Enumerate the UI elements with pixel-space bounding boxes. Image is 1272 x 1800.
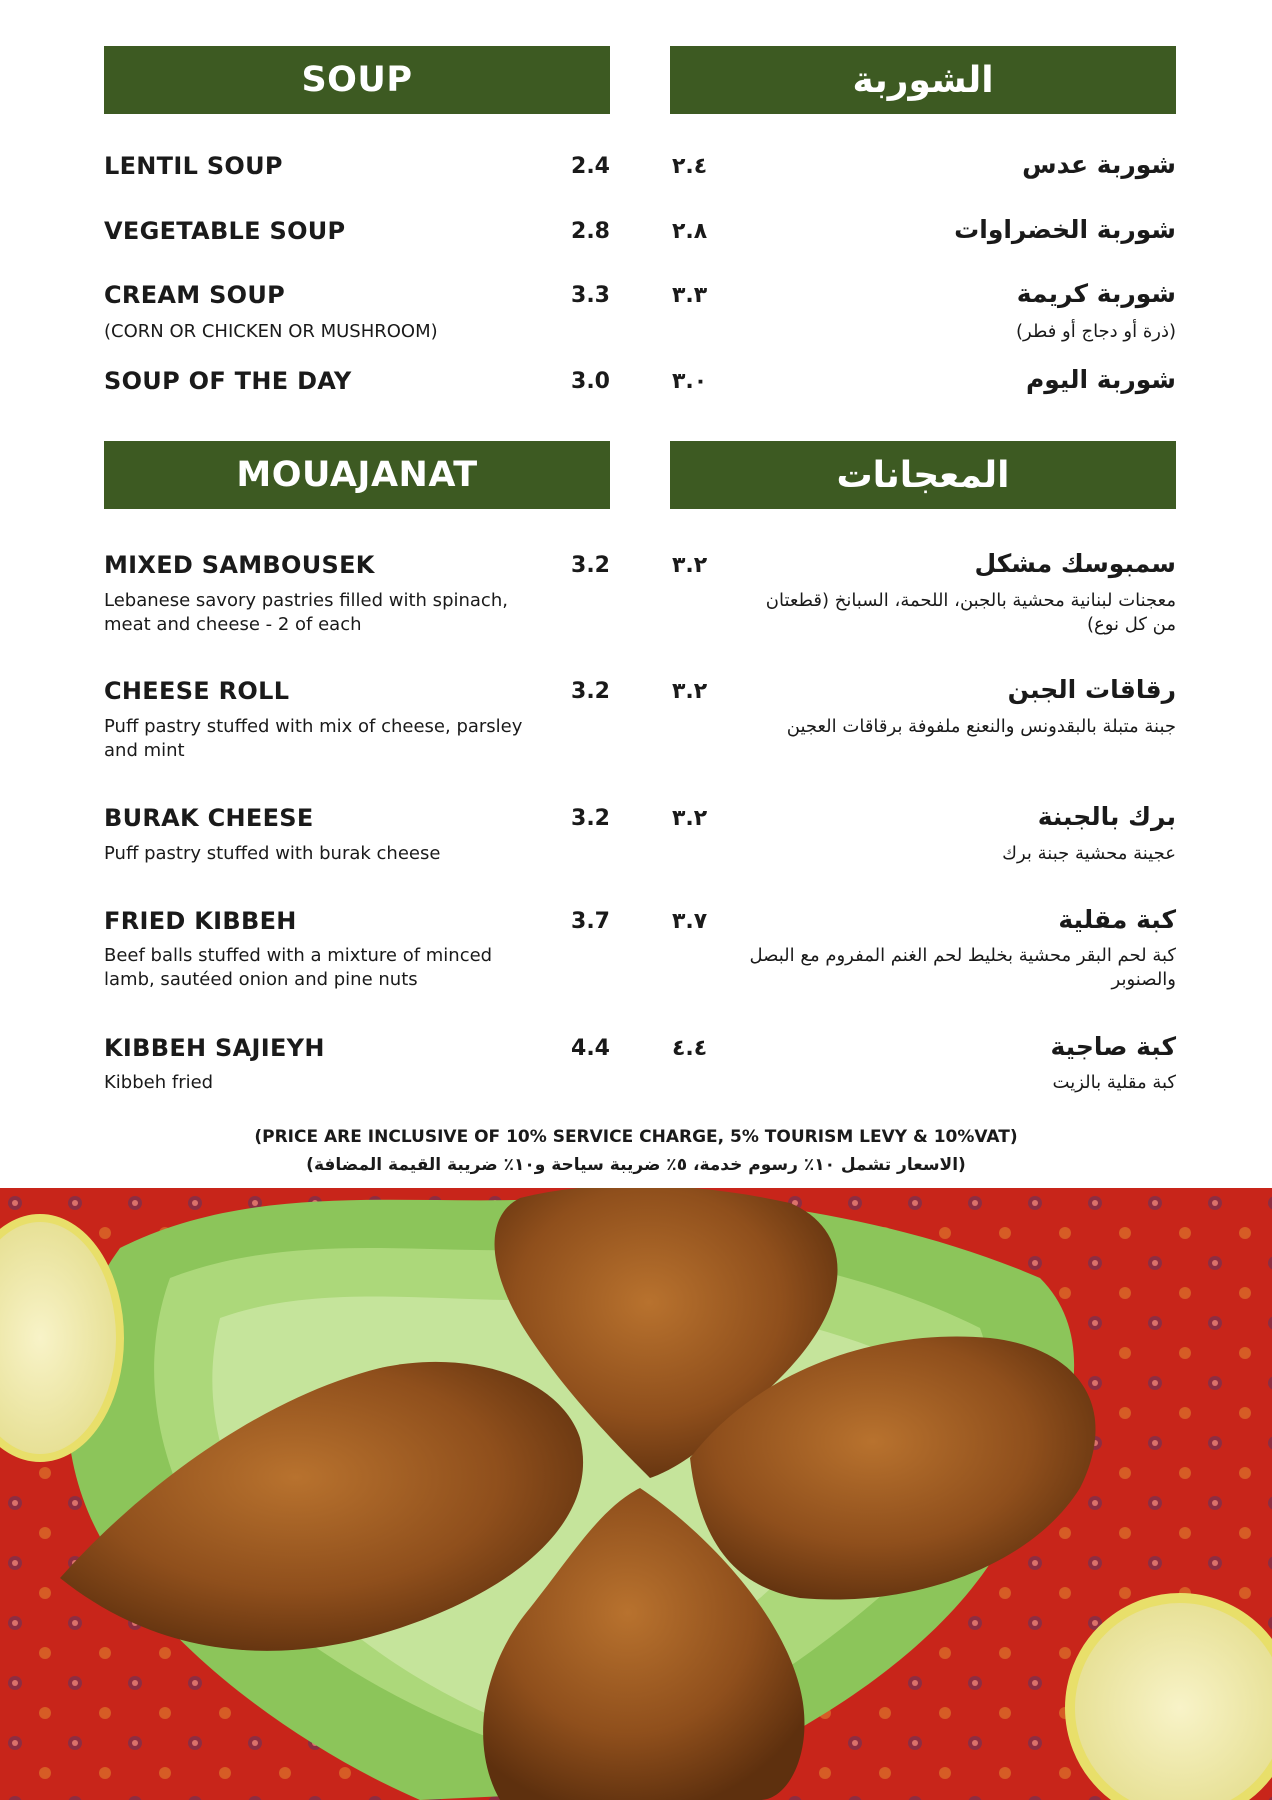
item-price-ar: ٣.٢ [672,553,708,578]
item-desc-ar: معجنات لبنانية محشية بالجبن، اللحمة، السبانخ (قطعتان من كل نوع) [765,590,1176,635]
item-name-en: FRIED KIBBEH [104,907,297,935]
item-name-ar: كبة صاجية [1050,1032,1176,1061]
item-price-en: 2.8 [571,219,610,244]
item-desc-en: Lebanese savory pastries filled with spinach, meat and cheese - 2 of each [104,590,508,635]
item-price-ar: ٣.٢ [672,679,708,704]
item-price-ar: ٢.٨ [672,219,708,244]
item-desc-en: (CORN OR CHICKEN OR MUSHROOM) [104,321,438,342]
item-name-en: LENTIL SOUP [104,152,283,180]
item-name-en: VEGETABLE SOUP [104,217,346,245]
item-name-en: BURAK CHEESE [104,804,314,832]
item-price-ar: ٣.٧ [672,909,708,934]
item-name-ar: شوربة عدس [1022,150,1176,179]
mouajanat-header-ar: المعجانات [670,441,1176,509]
item-price-en: 3.2 [571,806,610,831]
item-price-en: 3.0 [571,369,610,394]
item-price-en: 4.4 [571,1036,610,1061]
item-desc-ar: كبة مقلية بالزيت [1052,1072,1176,1093]
item-price-en: 3.2 [571,553,610,578]
kibbeh-photo [0,1188,1272,1800]
item-price-ar: ٣.٣ [672,283,708,308]
soup-header-en: SOUP [104,46,610,114]
item-name-ar: شوربة كريمة [1016,279,1176,308]
item-name-ar: برك بالجبنة [1037,802,1176,831]
item-price-en: 3.3 [571,283,610,308]
item-name-en: MIXED SAMBOUSEK [104,551,375,579]
item-name-ar: سمبوسك مشكل [974,549,1176,578]
item-name-en: CREAM SOUP [104,281,286,309]
item-desc-en: Beef balls stuffed with a mixture of minced lamb, sautéed onion and pine nuts [104,945,493,990]
item-name-ar: شوربة اليوم [1025,365,1176,394]
item-price-en: 3.2 [571,679,610,704]
item-price-en: 2.4 [571,154,610,179]
item-price-ar: ٣.٢ [672,806,708,831]
item-price-en: 3.7 [571,909,610,934]
mouajanat-header-en: MOUAJANAT [104,441,610,509]
item-desc-ar: كبة لحم البقر محشية بخليط لحم الغنم المفروم مع البصل والصنوبر [749,945,1176,990]
price-note-ar: (الاسعار تشمل ١٠٪ رسوم خدمة، ٥٪ ضريبة سياحة و١٠٪ ضريبة القيمة المضافة) [306,1155,966,1175]
item-desc-en: Puff pastry stuffed with burak cheese [104,843,441,864]
item-name-en: CHEESE ROLL [104,677,290,705]
item-desc-en: Puff pastry stuffed with mix of cheese, parsley and mint [104,716,523,761]
item-price-ar: ٢.٤ [672,154,708,179]
item-desc-ar: عجينة محشية جبنة برك [1002,843,1176,864]
item-desc-ar: (ذرة أو دجاج أو فطر) [1015,321,1176,342]
item-desc-ar: جبنة متبلة بالبقدونس والنعنع ملفوفة برقاقات العجين [786,716,1176,737]
item-name-en: KIBBEH SAJIEYH [104,1034,325,1062]
item-price-ar: ٣.٠ [672,369,708,394]
item-name-en: SOUP OF THE DAY [104,367,352,395]
item-name-ar: شوربة الخضراوات [954,215,1176,244]
item-price-ar: ٤.٤ [672,1036,708,1061]
price-note-en: (PRICE ARE INCLUSIVE OF 10% SERVICE CHARGE, 5% TOURISM LEVY & 10%VAT) [254,1127,1018,1147]
soup-header-ar: الشوربة [670,46,1176,114]
item-name-ar: كبة مقلية [1058,905,1176,934]
item-name-ar: رقاقات الجبن [1007,675,1176,704]
item-desc-en: Kibbeh fried [104,1072,214,1093]
